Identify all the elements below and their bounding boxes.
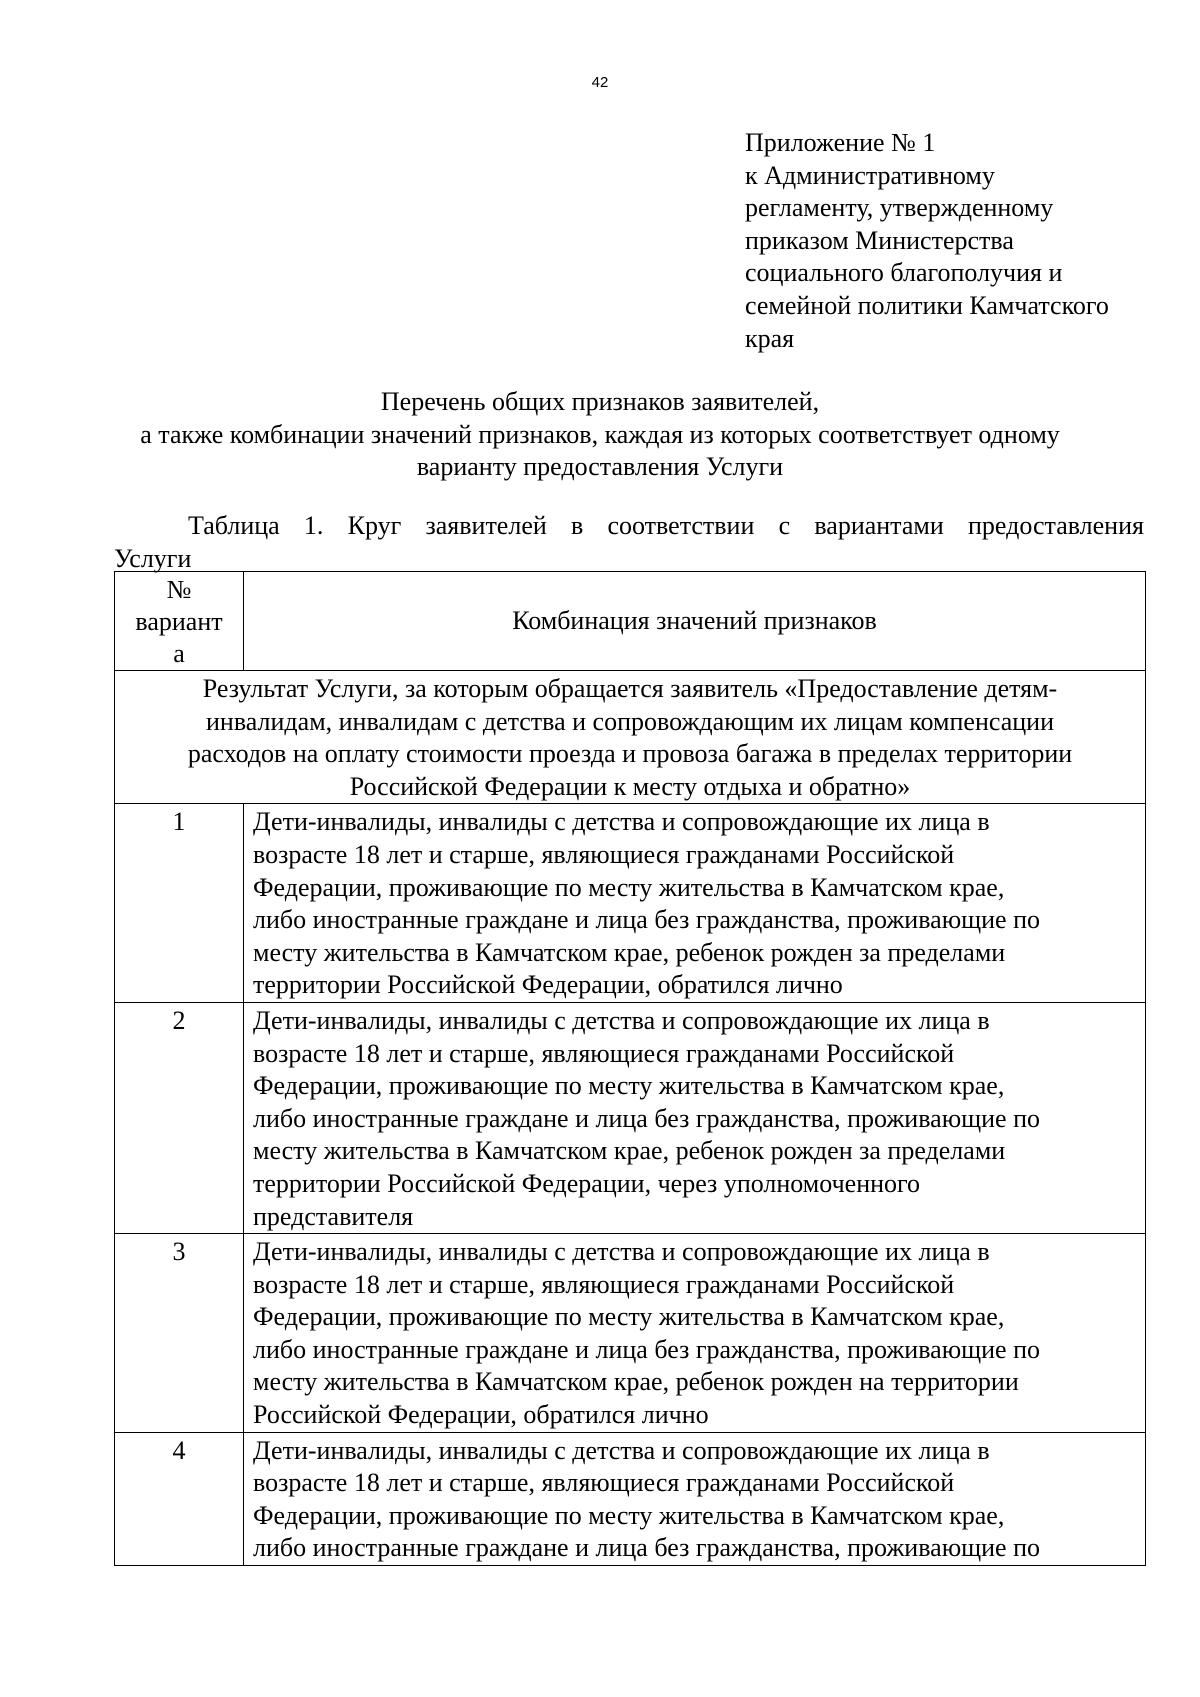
appendix-note	[745, 127, 1165, 355]
description-line: территории Российской Федерации, через уполномоченного	[253, 1168, 921, 1198]
description-line: Федерации, проживающие по месту жительства в Камчатском крае,	[253, 1071, 1005, 1101]
caption-word: Таблица	[188, 511, 280, 540]
description-line: Федерации, проживающие по месту жительства в Камчатском крае,	[253, 1500, 1005, 1530]
result-line: инвалидам, инвалидам с детства и сопровождающим их лицам компенсации	[206, 706, 1054, 736]
variant-description-cell	[244, 1432, 1146, 1565]
caption-word: заявителей	[425, 511, 547, 540]
description-line: возрасте 18 лет и старше, являющиеся гражданами Российской	[253, 1468, 955, 1498]
appendix-line: Приложение № 1	[745, 128, 936, 157]
description-line: возрасте 18 лет и старше, являющиеся гражданами Российской	[253, 1038, 955, 1068]
description-line: либо иностранные граждане и лица без гражданства, проживающие по	[253, 1533, 1041, 1563]
description-line: месту жительства в Камчатском крае, ребенок рожден за пределами	[253, 1136, 1006, 1166]
header-number-line: вариант	[135, 607, 223, 636]
description-line: месту жительства в Камчатском крае, ребенок рожден за пределами	[253, 937, 1006, 967]
description-line: Федерации, проживающие по месту жительства в Камчатском крае,	[253, 1302, 1005, 1332]
variant-number-cell: 3	[115, 1234, 244, 1433]
description-line: Дети-инвалиды, инвалиды с детства и сопровождающие их лица в	[253, 1005, 990, 1035]
caption-line: Услуги	[114, 543, 192, 573]
description-line: либо иностранные граждане и лица без гражданства, проживающие по	[253, 1103, 1041, 1133]
caption-word: вариантами	[814, 511, 944, 540]
variant-description-cell	[244, 1234, 1146, 1433]
caption-word: в	[570, 511, 584, 540]
appendix-line: к Административному	[745, 160, 995, 190]
description-line: Дети-инвалиды, инвалиды с детства и сопровождающие их лица в	[253, 807, 990, 837]
appendix-line: приказом Министерства	[745, 225, 1014, 255]
caption-word: предоставления	[967, 511, 1144, 540]
description-line: месту жительства в Камчатском крае, ребенок рожден на территории	[253, 1367, 1019, 1397]
variant-number-cell: 2	[115, 1002, 244, 1233]
description-line: либо иностранные граждане и лица без гражданства, проживающие по	[253, 905, 1041, 935]
table-row	[115, 804, 1146, 1003]
caption-word: с	[778, 511, 791, 540]
appendix-line: края	[745, 323, 795, 353]
variant-number-cell: 1	[115, 804, 244, 1003]
variant-description-cell	[244, 804, 1146, 1003]
result-line: Результат Услуги, за которым обращается заявитель «Предоставление детям-	[202, 674, 1058, 703]
variant-number-cell: 4	[115, 1432, 244, 1565]
description-line: возрасте 18 лет и старше, являющиеся гражданами Российской	[253, 839, 955, 869]
table-row	[115, 1234, 1146, 1433]
result-line: Российской Федерации к месту отдыха и обратно»	[349, 771, 911, 801]
caption-word: соответствии	[607, 511, 755, 540]
appendix-line: социального благополучия и	[745, 258, 1063, 288]
description-line: Дети-инвалиды, инвалиды с детства и сопровождающие их лица в	[253, 1435, 990, 1465]
page-number: 42	[591, 74, 609, 91]
table-header-row	[115, 572, 1146, 671]
description-line: территории Российской Федерации, обратился лично	[253, 970, 843, 1000]
caption-word: 1.	[303, 511, 324, 540]
result-row	[115, 671, 1146, 804]
result-line: расходов на оплату стоимости проезда и провоза багажа в пределах территории	[187, 739, 1073, 769]
description-line: либо иностранные граждане и лица без гражданства, проживающие по	[253, 1334, 1041, 1364]
header-combination-cell: Комбинация значений признаков	[244, 572, 1146, 671]
table-row	[115, 1002, 1146, 1233]
description-line: Дети-инвалиды, инвалиды с детства и сопровождающие их лица в	[253, 1237, 990, 1267]
heading-line: Перечень общих признаков заявителей,	[380, 387, 820, 416]
caption-line	[114, 510, 1144, 543]
header-number-cell	[115, 572, 244, 671]
description-line: Федерации, проживающие по месту жительства в Камчатском крае,	[253, 872, 1005, 902]
result-cell	[115, 671, 1146, 804]
description-line: возрасте 18 лет и старше, являющиеся гражданами Российской	[253, 1269, 955, 1299]
header-number-line: №	[166, 575, 192, 604]
description-line: Российской Федерации, обратился лично	[253, 1400, 709, 1430]
table-row	[115, 1432, 1146, 1565]
appendix-line: семейной политики Камчатского	[745, 290, 1109, 320]
description-line: представителя	[253, 1201, 414, 1231]
heading-line: а также комбинации значений признаков, каждая из которых соответствует одному	[140, 419, 1060, 449]
document-heading	[0, 386, 1200, 484]
variant-description-cell	[244, 1002, 1146, 1233]
appendix-line: регламенту, утвержденному	[745, 193, 1054, 223]
caption-word: Круг	[347, 511, 402, 540]
table-caption	[114, 510, 1144, 575]
variants-table	[114, 571, 1146, 1566]
heading-line: варианту предоставления Услуги	[416, 452, 784, 482]
header-number-line: а	[173, 639, 185, 668]
